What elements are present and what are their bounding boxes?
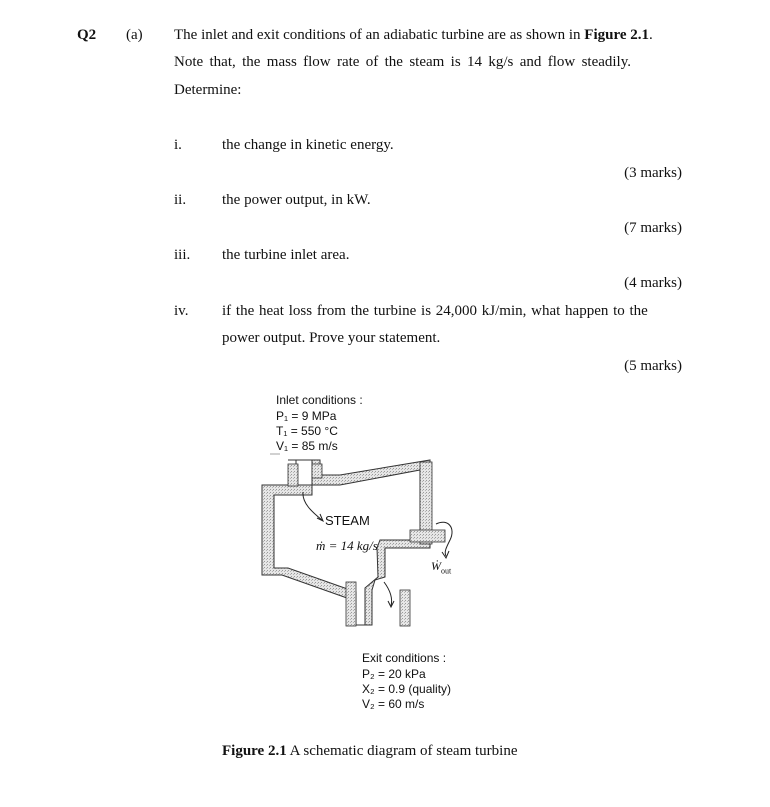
item-marks-iii: (4 marks) <box>624 275 682 291</box>
turbine-shaft <box>410 530 445 542</box>
exit-velocity: V₂ = 60 m/s <box>362 697 425 711</box>
question-part: (a) <box>126 27 143 43</box>
item-marks-iv: (5 marks) <box>624 358 682 374</box>
item-number-i: i. <box>174 137 182 153</box>
figure-caption <box>222 743 517 760</box>
work-output-label <box>431 559 451 575</box>
exit-pipe-right <box>400 590 410 626</box>
inlet-pressure: P₁ = 9 MPa <box>276 409 337 423</box>
caption-text: A schematic diagram of steam turbine <box>286 743 518 759</box>
intro-line-2: Note that, the mass flow rate of the steam is 14 kg/s and flow steadily. <box>174 54 632 70</box>
exit-pipe-left <box>346 582 356 626</box>
item-number-ii: ii. <box>174 192 187 208</box>
item-marks-i: (3 marks) <box>624 165 682 181</box>
work-symbol: Ẇ <box>431 559 441 573</box>
exit-pressure: P₂ = 20 kPa <box>362 667 426 681</box>
caption-figure-ref: Figure 2.1 <box>222 743 287 759</box>
inlet-velocity: V₁ = 85 m/s <box>276 439 338 453</box>
item-text-iii: the turbine inlet area. <box>222 247 350 263</box>
item-text-iv-cont: power output. Prove your statement. <box>222 330 441 346</box>
item-text-i: the change in kinetic energy. <box>222 137 394 153</box>
figure-reference: Figure 2.1 <box>584 27 650 43</box>
inlet-temperature: T₁ = 550 °C <box>276 424 338 438</box>
intro-period: . <box>649 27 653 43</box>
item-text-iv: if the heat loss from the turbine is 24,000 kJ/min, what happen to the <box>222 303 648 319</box>
steam-label: STEAM <box>325 513 370 528</box>
question-number: Q2 <box>77 27 97 43</box>
intro-text: The inlet and exit conditions of an adiabatic turbine are as shown in <box>174 27 585 43</box>
inlet-pipe-left <box>288 464 298 486</box>
work-subscript: out <box>441 566 452 576</box>
exit-flow-arrow-icon <box>384 582 392 606</box>
exit-conditions-title: Exit conditions : <box>362 651 447 665</box>
item-number-iv: iv. <box>174 303 189 319</box>
inlet-conditions-title: Inlet conditions : <box>276 393 363 407</box>
exit-quality: X₂ = 0.9 (quality) <box>362 682 452 696</box>
item-number-iii: iii. <box>174 247 191 263</box>
mass-flow-label: ṁ = 14 kg/s <box>316 538 378 553</box>
intro-line-3: Determine: <box>174 82 242 98</box>
item-text-ii: the power output, in kW. <box>222 192 371 208</box>
item-marks-ii: (7 marks) <box>624 220 682 236</box>
inlet-pipe-right <box>312 464 322 478</box>
